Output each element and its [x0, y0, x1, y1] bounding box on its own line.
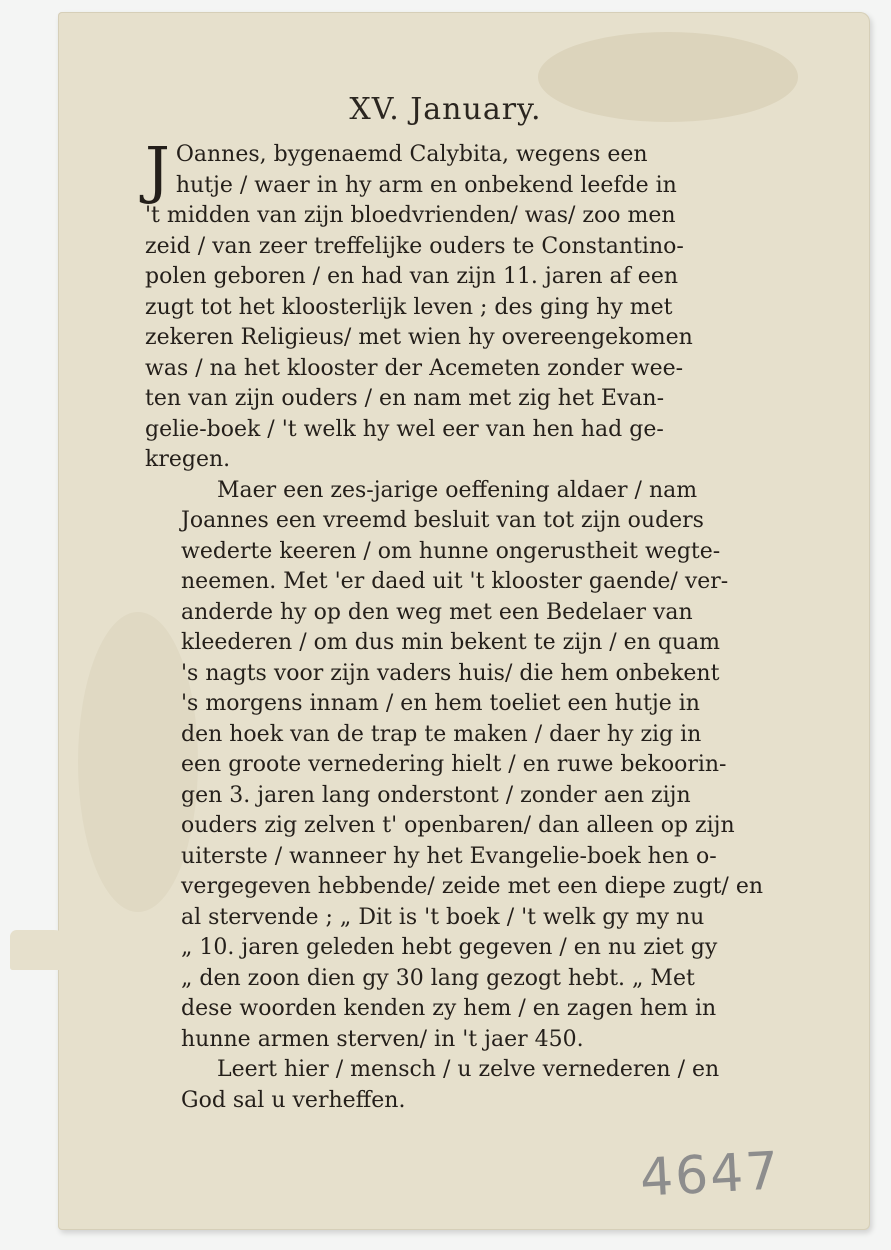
- text-line: uiterste / wanneer hy het Evangelie-boek hen o-: [181, 843, 717, 869]
- text-line: Joannes een vreemd besluit van tot zijn ouders: [181, 508, 704, 533]
- text-line: Maer een zes-jarige oeffening aldaer / nam: [217, 477, 698, 503]
- text-line: vergegeven hebbende/ zeide met een diepe zugt/ en: [181, 874, 764, 899]
- text-line: zeid / van zeer treffelijke ouders te Constantino-: [145, 233, 684, 259]
- paragraph: [145, 476, 785, 1056]
- text-line: hutje / waer in hy arm en onbekend leefde in: [175, 172, 677, 198]
- paragraph: [145, 1055, 785, 1116]
- text-line: al stervende ; „ Dit is 't boek / 't welk gy my nu: [181, 904, 705, 930]
- text-line: was / na het klooster der Acemeten zonder wee-: [145, 355, 684, 381]
- text-line: kleederen / om dus min bekent te zijn / en quam: [181, 630, 721, 655]
- text-line: den hoek van de trap te maken / daer hy zig in: [181, 721, 702, 747]
- drop-cap: J: [145, 133, 170, 206]
- text-line: 's nagts voor zijn vaders huis/ die hem onbekent: [181, 660, 720, 686]
- text-line: kregen.: [145, 447, 231, 472]
- text-line: gen 3. jaren lang onderstont / zonder aen zijn: [181, 782, 691, 808]
- text-line: dese woorden kenden zy hem / en zagen hem in: [181, 996, 717, 1021]
- text-line: 't midden van zijn bloedvrienden/ was/ zoo men: [145, 203, 676, 228]
- text-line: polen geboren / en had van zijn 11. jaren af een: [145, 264, 679, 289]
- text-line: gelie-boek / 't welk hy wel eer van hen had ge-: [145, 416, 664, 442]
- text-line: God sal u verheffen.: [181, 1087, 406, 1113]
- text-line: ten van zijn ouders / en nam met zig het Evan-: [145, 386, 665, 411]
- catalog-number: 4647: [638, 1141, 782, 1209]
- body-text: [145, 133, 785, 1116]
- text-line: zugt tot het kloosterlijk leven ; des ging hy met: [145, 294, 673, 320]
- text-line: „ 10. jaren geleden hebt gegeven / en nu ziet gy: [181, 935, 718, 960]
- text-line: Leert hier / mensch / u zelve vernederen / en: [217, 1057, 720, 1082]
- text-line: Oannes, bygenaemd Calybita, wegens een: [175, 142, 648, 167]
- text-line: een groote vernedering hielt / en ruwe bekoorin-: [181, 752, 727, 777]
- text-line: „ den zoon dien gy 30 lang gezogt hebt. „ Met: [181, 965, 695, 991]
- text-line: wederte keeren / om hunne ongerustheit wegte-: [181, 538, 721, 564]
- paragraph: [145, 133, 785, 476]
- text-line: 's morgens innam / en hem toeliet een hutje in: [181, 691, 700, 716]
- text-line: anderde hy op den weg met een Bedelaer van: [181, 599, 693, 625]
- text-line: zekeren Religieus/ met wien hy overeengekomen: [145, 325, 693, 350]
- text-line: hunne armen sterven/ in 't jaer 450.: [181, 1026, 584, 1052]
- torn-edge: [10, 930, 80, 970]
- text-line: neemen. Met 'er daed uit 't klooster gaende/ ver-: [181, 569, 729, 594]
- page-title: XV. January.: [349, 92, 542, 127]
- text-line: ouders zig zelven t' openbaren/ dan alleen op zijn: [181, 813, 735, 838]
